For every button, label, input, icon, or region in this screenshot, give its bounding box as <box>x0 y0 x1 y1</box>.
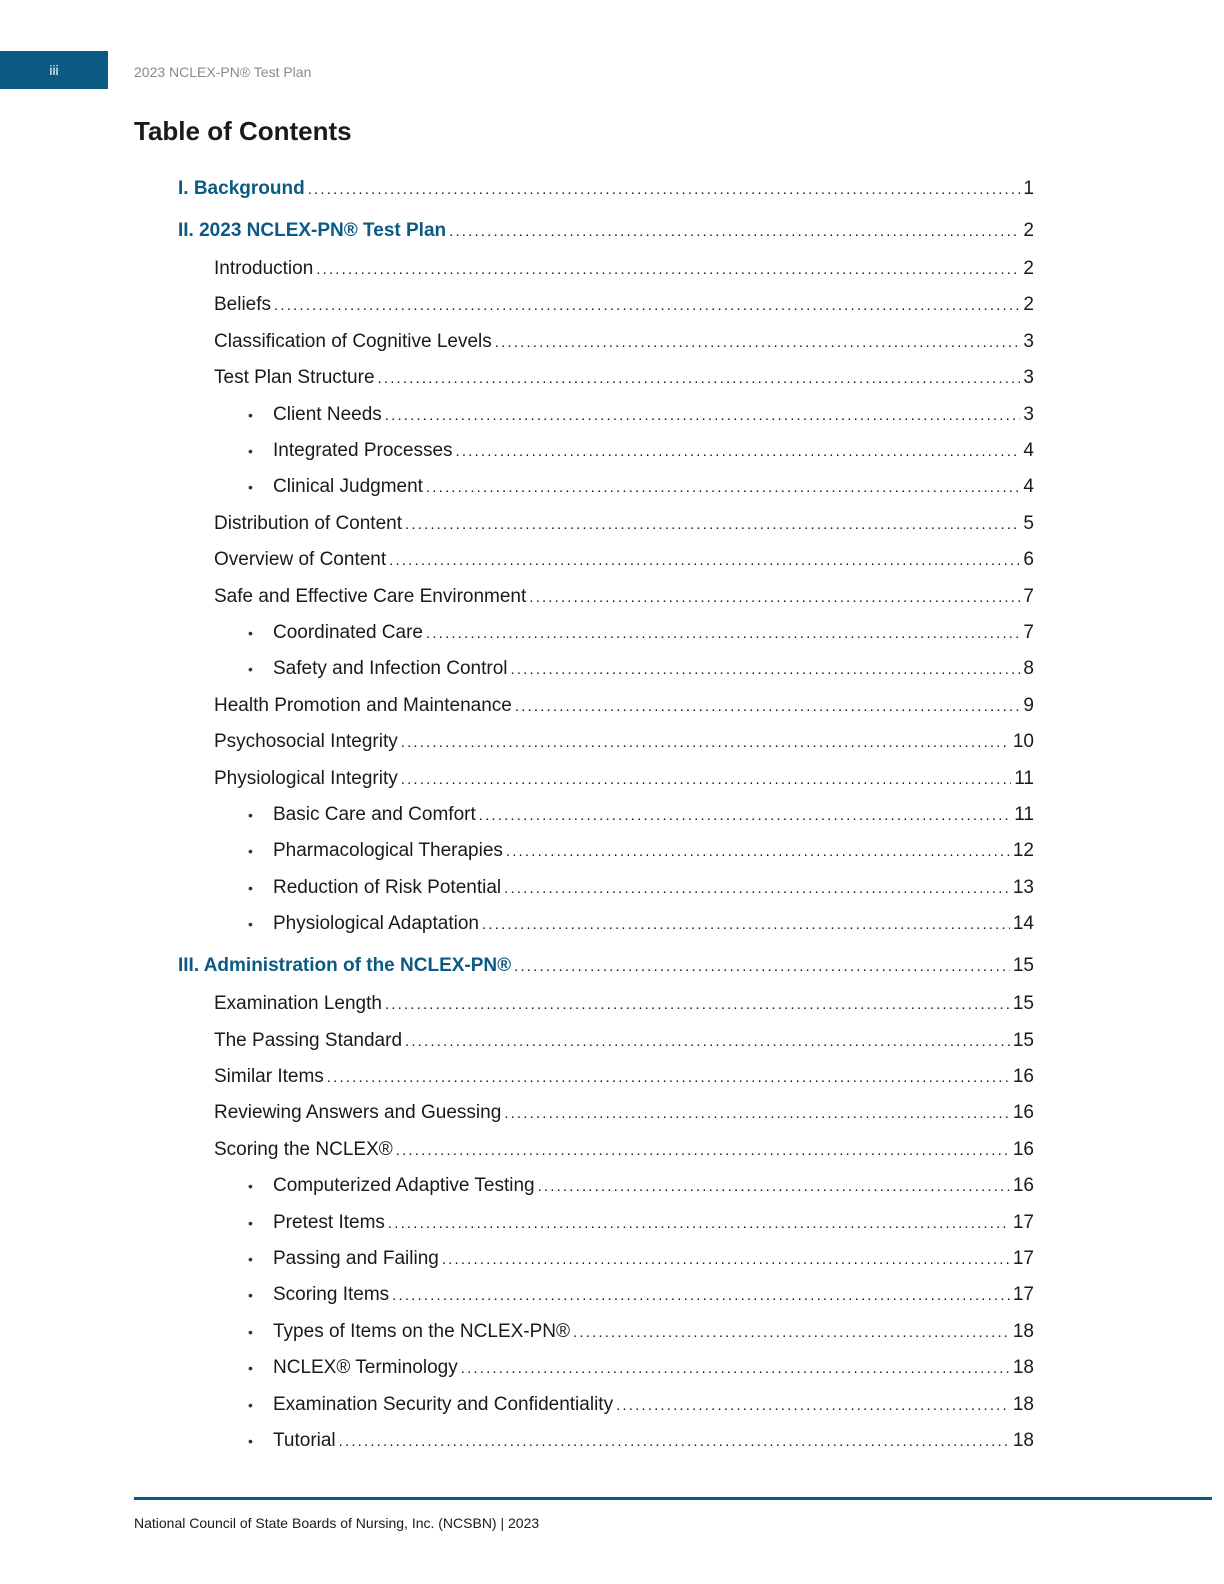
toc-entry-page: 4 <box>1023 476 1034 498</box>
dot-leader <box>514 954 1010 980</box>
toc-entry[interactable] <box>248 838 1034 864</box>
bullet-icon: • <box>248 843 253 860</box>
toc-entry[interactable] <box>248 802 1034 828</box>
bullet-icon: • <box>248 879 253 896</box>
toc-entry-page: 13 <box>1012 876 1034 898</box>
bullet-icon: • <box>248 406 253 423</box>
toc-entry[interactable] <box>214 693 1034 719</box>
toc-entry-label: Tutorial <box>273 1430 336 1451</box>
toc-entry-label: Beliefs <box>214 294 272 316</box>
bullet-icon: • <box>248 1251 253 1267</box>
toc-entry-page: 15 <box>1012 955 1034 977</box>
toc-entry-label: Examination Security and Confidentiality <box>273 1393 614 1415</box>
toc-entry[interactable] <box>214 729 1034 755</box>
dot-leader <box>449 219 1020 245</box>
toc-entry[interactable] <box>214 766 1034 792</box>
toc-entry-label: Coordinated Care <box>273 622 423 643</box>
toc-entry[interactable] <box>214 547 1034 573</box>
bullet-icon: • <box>248 1396 253 1413</box>
dot-leader <box>504 1101 1010 1127</box>
toc-entry-page: 18 <box>1012 1357 1034 1379</box>
toc-entry-page: 3 <box>1023 367 1034 389</box>
toc-entry[interactable] <box>248 402 1034 428</box>
toc-entry[interactable] <box>214 511 1034 537</box>
toc-entry-page: 2 <box>1023 294 1034 316</box>
toc-entry[interactable] <box>214 365 1034 391</box>
bullet-icon: • <box>248 1287 253 1304</box>
toc-entry-label: Test Plan Structure <box>214 367 375 389</box>
dot-leader <box>401 730 1010 756</box>
footer-divider <box>134 1497 1212 1500</box>
toc-entry-label: The Passing Standard <box>214 1029 403 1051</box>
toc-entry-page: 17 <box>1012 1248 1034 1269</box>
dot-leader <box>510 657 1020 683</box>
toc-entry[interactable] <box>248 1355 1034 1381</box>
dot-leader <box>396 1138 1010 1164</box>
toc-entry-page: 16 <box>1012 1066 1034 1087</box>
toc-entry[interactable] <box>248 911 1034 937</box>
toc-entry[interactable] <box>178 176 1034 202</box>
dot-leader <box>495 330 1021 356</box>
dot-leader <box>426 475 1020 501</box>
dot-leader <box>392 1283 1010 1309</box>
toc-entry-page: 18 <box>1012 1430 1034 1451</box>
toc-entry-label: Safe and Effective Care Environment <box>214 585 527 607</box>
dot-leader <box>274 293 1020 319</box>
toc-entry[interactable] <box>214 584 1034 610</box>
toc-entry-page: 16 <box>1012 1138 1034 1160</box>
toc-entry-label: Clinical Judgment <box>273 476 423 498</box>
dot-leader <box>442 1247 1010 1273</box>
toc-entry-label: Passing and Failing <box>273 1248 439 1269</box>
toc-entry[interactable] <box>214 329 1034 355</box>
toc-entry-page: 4 <box>1023 440 1034 461</box>
bullet-icon: • <box>248 1178 253 1195</box>
toc-entry-label: Reduction of Risk Potential <box>273 876 502 898</box>
dot-leader <box>385 992 1010 1018</box>
toc-entry-label: Reviewing Answers and Guessing <box>214 1102 502 1124</box>
toc-entry-label: Physiological Integrity <box>214 767 398 789</box>
toc-entry-label: Scoring the NCLEX® <box>214 1138 393 1160</box>
toc-entry[interactable] <box>248 1173 1034 1199</box>
bullet-icon: • <box>248 1214 253 1231</box>
toc-entry[interactable] <box>214 292 1034 318</box>
toc-entry-label: I. Background <box>178 178 305 199</box>
dot-leader <box>456 439 1021 465</box>
toc-entry-label: Scoring Items <box>273 1284 390 1306</box>
toc-entry[interactable] <box>248 620 1034 646</box>
toc-entry-page: 3 <box>1023 403 1034 425</box>
toc-entry-page: 11 <box>1014 804 1034 825</box>
page-number-tab <box>0 51 108 89</box>
toc-entry[interactable] <box>178 953 1034 979</box>
dot-leader <box>573 1320 1010 1346</box>
dot-leader <box>426 621 1020 647</box>
dot-leader <box>378 366 1021 392</box>
toc-entry[interactable] <box>248 474 1034 500</box>
toc-entry[interactable] <box>178 218 1034 244</box>
toc-entry-label: Classification of Cognitive Levels <box>214 330 492 352</box>
dot-leader <box>388 1211 1010 1237</box>
running-title: 2023 NCLEX-PN® Test Plan <box>134 64 312 80</box>
footer-text: National Council of State Boards of Nursing, Inc. (NCSBN) | 2023 <box>134 1515 540 1531</box>
toc-entry-page: 9 <box>1023 694 1034 716</box>
dot-leader <box>316 257 1020 283</box>
dot-leader <box>482 912 1010 938</box>
bullet-icon: • <box>248 479 253 496</box>
toc-entry-page: 6 <box>1023 549 1034 571</box>
toc-entry-label: Types of Items on the NCLEX-PN® <box>273 1320 571 1342</box>
toc-entry-label: II. 2023 NCLEX-PN® Test Plan <box>178 220 447 241</box>
toc-entry-page: 18 <box>1012 1320 1034 1342</box>
toc-entry-label: Safety and Infection Control <box>273 658 508 680</box>
dot-leader <box>461 1356 1010 1382</box>
toc-entry-page: 11 <box>1014 767 1034 789</box>
bullet-icon: • <box>248 1323 253 1340</box>
dot-leader <box>504 876 1010 902</box>
page-title: Table of Contents <box>134 116 352 146</box>
dot-leader <box>327 1065 1010 1091</box>
toc-entry-page: 16 <box>1012 1175 1034 1197</box>
toc-entry-page: 3 <box>1023 330 1034 352</box>
dot-leader <box>538 1174 1010 1200</box>
dot-leader <box>405 1029 1010 1055</box>
toc-entry[interactable] <box>214 1064 1034 1090</box>
toc-entry-page: 12 <box>1012 840 1034 862</box>
page-number: iii <box>49 62 59 78</box>
toc-entry-page: 5 <box>1023 512 1034 534</box>
toc-entry-label: Pretest Items <box>273 1211 385 1233</box>
toc-entry[interactable] <box>248 1282 1034 1308</box>
toc-entry-label: Integrated Processes <box>273 440 453 461</box>
toc-entry-label: Psychosocial Integrity <box>214 731 398 753</box>
toc-entry[interactable] <box>248 1392 1034 1418</box>
toc-entry-page: 18 <box>1012 1393 1034 1415</box>
toc-entry-page: 16 <box>1012 1102 1034 1124</box>
toc-entry-label: III. Administration of the NCLEX-PN® <box>178 955 512 977</box>
dot-leader <box>405 512 1020 538</box>
toc-entry[interactable] <box>248 1319 1034 1345</box>
dot-leader <box>515 694 1021 720</box>
toc-entry[interactable] <box>248 1210 1034 1236</box>
toc-entry[interactable] <box>214 256 1034 282</box>
dot-leader <box>401 767 1012 793</box>
toc-entry-label: Overview of Content <box>214 549 387 571</box>
toc-entry-page: 17 <box>1012 1284 1034 1306</box>
toc-entry-page: 2 <box>1023 220 1034 241</box>
dot-leader <box>389 548 1020 574</box>
toc-entry-page: 17 <box>1012 1211 1034 1233</box>
toc-entry[interactable] <box>248 1246 1034 1272</box>
toc-entry-label: Similar Items <box>214 1066 324 1087</box>
dot-leader <box>479 803 1012 829</box>
dot-leader <box>339 1429 1010 1455</box>
dot-leader <box>529 585 1020 611</box>
toc-entry[interactable] <box>214 1137 1034 1163</box>
toc-entry-page: 1 <box>1023 178 1034 199</box>
toc-entry[interactable] <box>214 991 1034 1017</box>
bullet-icon: • <box>248 916 253 933</box>
toc-entry-page: 8 <box>1023 658 1034 680</box>
bullet-icon: • <box>248 1360 253 1377</box>
dot-leader <box>506 839 1010 865</box>
bullet-icon: • <box>248 443 253 459</box>
toc-entry-page: 10 <box>1012 731 1034 753</box>
toc-entry[interactable] <box>248 875 1034 901</box>
toc-entry[interactable] <box>248 656 1034 682</box>
toc-entry[interactable] <box>214 1028 1034 1054</box>
toc-entry-label: Basic Care and Comfort <box>273 804 476 825</box>
toc-entry-label: NCLEX® Terminology <box>273 1357 458 1379</box>
dot-leader <box>385 403 1021 429</box>
dot-leader <box>616 1393 1010 1419</box>
toc-entry-label: Computerized Adaptive Testing <box>273 1175 535 1197</box>
toc-entry-page: 15 <box>1012 1029 1034 1051</box>
toc-entry-label: Examination Length <box>214 993 382 1015</box>
toc-entry-label: Health Promotion and Maintenance <box>214 694 512 716</box>
bullet-icon: • <box>248 807 253 823</box>
toc-entry-page: 14 <box>1012 913 1034 935</box>
dot-leader <box>308 177 1021 203</box>
toc-entry-label: Client Needs <box>273 403 382 425</box>
toc-entry-label: Distribution of Content <box>214 512 402 534</box>
toc-entry-label: Physiological Adaptation <box>273 913 479 935</box>
toc-entry[interactable] <box>248 438 1034 464</box>
toc-entry-label: Pharmacological Therapies <box>273 840 503 862</box>
bullet-icon: • <box>248 1433 253 1449</box>
toc-entry[interactable] <box>248 1428 1034 1454</box>
toc-entry-page: 15 <box>1012 993 1034 1015</box>
bullet-icon: • <box>248 661 253 678</box>
toc-entry-page: 2 <box>1023 258 1034 279</box>
toc-entry-page: 7 <box>1023 585 1034 607</box>
toc-entry[interactable] <box>214 1100 1034 1126</box>
toc-entry-label: Introduction <box>214 258 314 279</box>
toc-entry-page: 7 <box>1023 622 1034 643</box>
bullet-icon: • <box>248 625 253 641</box>
